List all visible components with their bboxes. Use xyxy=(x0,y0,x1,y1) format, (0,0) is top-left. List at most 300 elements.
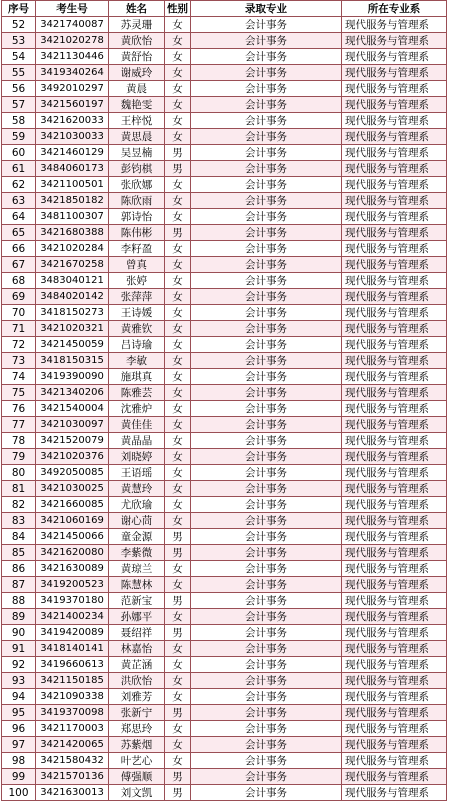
cell-major: 会计事务 xyxy=(191,433,342,449)
cell-name: 魏艳雯 xyxy=(109,97,165,113)
cell-name: 陈慧林 xyxy=(109,577,165,593)
cell-exam-number: 3421670258 xyxy=(36,257,109,273)
cell-name: 叶艺心 xyxy=(109,753,165,769)
cell-exam-number: 3484020142 xyxy=(36,289,109,305)
cell-exam-number: 3421620080 xyxy=(36,545,109,561)
cell-name: 李敏 xyxy=(109,353,165,369)
table-row xyxy=(2,593,447,609)
cell-gender: 女 xyxy=(165,513,191,529)
table-row xyxy=(2,561,447,577)
cell-major: 会计事务 xyxy=(191,225,342,241)
cell-exam-number: 3418140141 xyxy=(36,641,109,657)
cell-gender: 女 xyxy=(165,641,191,657)
cell-name: 黄欣怡 xyxy=(109,33,165,49)
cell-gender: 男 xyxy=(165,545,191,561)
cell-gender: 女 xyxy=(165,737,191,753)
cell-department: 现代服务与管理系 xyxy=(342,145,447,161)
cell-index: 65 xyxy=(2,225,36,241)
cell-index: 72 xyxy=(2,337,36,353)
cell-major: 会计事务 xyxy=(191,497,342,513)
table-row xyxy=(2,97,447,113)
cell-name: 黄雅钦 xyxy=(109,321,165,337)
table-row xyxy=(2,17,447,33)
cell-department: 现代服务与管理系 xyxy=(342,177,447,193)
table-row xyxy=(2,753,447,769)
table-row xyxy=(2,513,447,529)
table-row xyxy=(2,689,447,705)
cell-exam-number: 3421450066 xyxy=(36,529,109,545)
cell-department: 现代服务与管理系 xyxy=(342,465,447,481)
table-row xyxy=(2,209,447,225)
cell-exam-number: 3421020284 xyxy=(36,241,109,257)
cell-name: 李籽盈 xyxy=(109,241,165,257)
cell-department: 现代服务与管理系 xyxy=(342,353,447,369)
cell-department: 现代服务与管理系 xyxy=(342,369,447,385)
table-row xyxy=(2,273,447,289)
cell-major: 会计事务 xyxy=(191,513,342,529)
cell-name: 范新宝 xyxy=(109,593,165,609)
cell-name: 尤欣瑜 xyxy=(109,497,165,513)
table-row xyxy=(2,81,447,97)
cell-name: 张婷 xyxy=(109,273,165,289)
cell-index: 83 xyxy=(2,513,36,529)
cell-name: 郭诗怡 xyxy=(109,209,165,225)
cell-gender: 女 xyxy=(165,561,191,577)
cell-gender: 女 xyxy=(165,449,191,465)
cell-department: 现代服务与管理系 xyxy=(342,209,447,225)
table-row xyxy=(2,705,447,721)
cell-exam-number: 3421100501 xyxy=(36,177,109,193)
cell-name: 黄舒怡 xyxy=(109,49,165,65)
cell-index: 81 xyxy=(2,481,36,497)
cell-name: 苏紫烟 xyxy=(109,737,165,753)
header-name: 姓名 xyxy=(109,1,165,17)
cell-name: 刘文凯 xyxy=(109,785,165,801)
cell-gender: 女 xyxy=(165,209,191,225)
table-row xyxy=(2,481,447,497)
cell-gender: 男 xyxy=(165,769,191,785)
cell-exam-number: 3481100307 xyxy=(36,209,109,225)
cell-exam-number: 3421090338 xyxy=(36,689,109,705)
cell-index: 55 xyxy=(2,65,36,81)
cell-index: 99 xyxy=(2,769,36,785)
cell-major: 会计事务 xyxy=(191,289,342,305)
cell-gender: 女 xyxy=(165,609,191,625)
cell-index: 97 xyxy=(2,737,36,753)
cell-gender: 女 xyxy=(165,337,191,353)
cell-department: 现代服务与管理系 xyxy=(342,433,447,449)
header-gender: 性别 xyxy=(165,1,191,17)
cell-gender: 女 xyxy=(165,353,191,369)
cell-department: 现代服务与管理系 xyxy=(342,721,447,737)
cell-gender: 女 xyxy=(165,417,191,433)
table-row xyxy=(2,129,447,145)
table-row xyxy=(2,177,447,193)
cell-major: 会计事务 xyxy=(191,241,342,257)
cell-index: 93 xyxy=(2,673,36,689)
table-row xyxy=(2,721,447,737)
cell-name: 谢威玲 xyxy=(109,65,165,81)
cell-index: 70 xyxy=(2,305,36,321)
cell-gender: 女 xyxy=(165,401,191,417)
cell-major: 会计事务 xyxy=(191,33,342,49)
cell-major: 会计事务 xyxy=(191,49,342,65)
cell-exam-number: 3421420065 xyxy=(36,737,109,753)
cell-major: 会计事务 xyxy=(191,65,342,81)
table-row xyxy=(2,193,447,209)
cell-exam-number: 3419200523 xyxy=(36,577,109,593)
cell-exam-number: 3419370098 xyxy=(36,705,109,721)
cell-exam-number: 3421630089 xyxy=(36,561,109,577)
cell-index: 86 xyxy=(2,561,36,577)
cell-department: 现代服务与管理系 xyxy=(342,65,447,81)
cell-name: 苏灵珊 xyxy=(109,17,165,33)
cell-index: 90 xyxy=(2,625,36,641)
cell-gender: 女 xyxy=(165,257,191,273)
cell-major: 会计事务 xyxy=(191,97,342,113)
cell-exam-number: 3421030025 xyxy=(36,481,109,497)
cell-department: 现代服务与管理系 xyxy=(342,481,447,497)
table-row xyxy=(2,641,447,657)
table-row xyxy=(2,33,447,49)
cell-name: 王梓悦 xyxy=(109,113,165,129)
cell-name: 张新宁 xyxy=(109,705,165,721)
cell-major: 会计事务 xyxy=(191,369,342,385)
cell-department: 现代服务与管理系 xyxy=(342,113,447,129)
cell-department: 现代服务与管理系 xyxy=(342,641,447,657)
cell-exam-number: 3421030033 xyxy=(36,129,109,145)
cell-gender: 男 xyxy=(165,161,191,177)
cell-gender: 女 xyxy=(165,305,191,321)
cell-name: 陈伟彬 xyxy=(109,225,165,241)
cell-name: 沈雅炉 xyxy=(109,401,165,417)
table-row xyxy=(2,49,447,65)
cell-exam-number: 3421680388 xyxy=(36,225,109,241)
header-index: 序号 xyxy=(2,1,36,17)
cell-major: 会计事务 xyxy=(191,81,342,97)
table-row xyxy=(2,385,447,401)
table-row xyxy=(2,161,447,177)
table-row xyxy=(2,657,447,673)
cell-name: 曾真 xyxy=(109,257,165,273)
cell-gender: 女 xyxy=(165,193,191,209)
cell-exam-number: 3421020376 xyxy=(36,449,109,465)
table-row xyxy=(2,769,447,785)
cell-name: 黄芷涵 xyxy=(109,657,165,673)
cell-major: 会计事务 xyxy=(191,641,342,657)
cell-exam-number: 3421030097 xyxy=(36,417,109,433)
cell-exam-number: 3421560197 xyxy=(36,97,109,113)
cell-exam-number: 3419660613 xyxy=(36,657,109,673)
cell-index: 71 xyxy=(2,321,36,337)
table-row xyxy=(2,113,447,129)
cell-major: 会计事务 xyxy=(191,689,342,705)
cell-major: 会计事务 xyxy=(191,161,342,177)
cell-exam-number: 3419340264 xyxy=(36,65,109,81)
cell-name: 童金源 xyxy=(109,529,165,545)
cell-gender: 男 xyxy=(165,593,191,609)
cell-department: 现代服务与管理系 xyxy=(342,17,447,33)
header-exam-number: 考生号 xyxy=(36,1,109,17)
table-row xyxy=(2,257,447,273)
cell-exam-number: 3421020278 xyxy=(36,33,109,49)
cell-department: 现代服务与管理系 xyxy=(342,289,447,305)
cell-major: 会计事务 xyxy=(191,705,342,721)
cell-major: 会计事务 xyxy=(191,625,342,641)
cell-major: 会计事务 xyxy=(191,17,342,33)
table-row xyxy=(2,577,447,593)
cell-index: 52 xyxy=(2,17,36,33)
cell-major: 会计事务 xyxy=(191,737,342,753)
cell-gender: 女 xyxy=(165,465,191,481)
cell-gender: 女 xyxy=(165,17,191,33)
cell-department: 现代服务与管理系 xyxy=(342,241,447,257)
cell-gender: 男 xyxy=(165,225,191,241)
cell-exam-number: 3484060173 xyxy=(36,161,109,177)
cell-gender: 男 xyxy=(165,785,191,801)
cell-name: 陈雅芸 xyxy=(109,385,165,401)
table-row xyxy=(2,65,447,81)
cell-department: 现代服务与管理系 xyxy=(342,625,447,641)
cell-index: 74 xyxy=(2,369,36,385)
cell-department: 现代服务与管理系 xyxy=(342,193,447,209)
cell-index: 59 xyxy=(2,129,36,145)
cell-gender: 女 xyxy=(165,433,191,449)
table-row xyxy=(2,529,447,545)
cell-major: 会计事务 xyxy=(191,769,342,785)
cell-gender: 男 xyxy=(165,145,191,161)
cell-exam-number: 3421540004 xyxy=(36,401,109,417)
cell-name: 黄佳佳 xyxy=(109,417,165,433)
cell-major: 会计事务 xyxy=(191,337,342,353)
admission-table xyxy=(1,0,447,801)
cell-gender: 女 xyxy=(165,113,191,129)
cell-gender: 女 xyxy=(165,65,191,81)
cell-exam-number: 3421170003 xyxy=(36,721,109,737)
cell-index: 61 xyxy=(2,161,36,177)
cell-exam-number: 3421450059 xyxy=(36,337,109,353)
cell-gender: 女 xyxy=(165,481,191,497)
cell-index: 80 xyxy=(2,465,36,481)
cell-department: 现代服务与管理系 xyxy=(342,609,447,625)
table-row xyxy=(2,465,447,481)
cell-exam-number: 3419390090 xyxy=(36,369,109,385)
table-row xyxy=(2,609,447,625)
cell-exam-number: 3421850182 xyxy=(36,193,109,209)
cell-gender: 女 xyxy=(165,689,191,705)
cell-exam-number: 3421740087 xyxy=(36,17,109,33)
cell-exam-number: 3421340206 xyxy=(36,385,109,401)
cell-index: 95 xyxy=(2,705,36,721)
cell-department: 现代服务与管理系 xyxy=(342,161,447,177)
cell-index: 67 xyxy=(2,257,36,273)
cell-exam-number: 3421630013 xyxy=(36,785,109,801)
cell-major: 会计事务 xyxy=(191,609,342,625)
cell-index: 76 xyxy=(2,401,36,417)
cell-major: 会计事务 xyxy=(191,273,342,289)
cell-major: 会计事务 xyxy=(191,177,342,193)
cell-index: 87 xyxy=(2,577,36,593)
cell-gender: 女 xyxy=(165,241,191,257)
cell-gender: 女 xyxy=(165,657,191,673)
cell-major: 会计事务 xyxy=(191,417,342,433)
header-department: 所在专业系 xyxy=(342,1,447,17)
cell-department: 现代服务与管理系 xyxy=(342,321,447,337)
cell-gender: 女 xyxy=(165,369,191,385)
table-row xyxy=(2,369,447,385)
cell-exam-number: 3421020321 xyxy=(36,321,109,337)
cell-name: 施琪真 xyxy=(109,369,165,385)
table-row xyxy=(2,785,447,801)
table-row xyxy=(2,625,447,641)
cell-department: 现代服务与管理系 xyxy=(342,689,447,705)
cell-exam-number: 3421400234 xyxy=(36,609,109,625)
cell-exam-number: 3421620033 xyxy=(36,113,109,129)
cell-name: 彭钧棋 xyxy=(109,161,165,177)
cell-index: 62 xyxy=(2,177,36,193)
cell-department: 现代服务与管理系 xyxy=(342,257,447,273)
cell-department: 现代服务与管理系 xyxy=(342,401,447,417)
cell-gender: 女 xyxy=(165,721,191,737)
cell-name: 黄思晨 xyxy=(109,129,165,145)
cell-major: 会计事务 xyxy=(191,721,342,737)
cell-index: 60 xyxy=(2,145,36,161)
header-row xyxy=(2,1,447,17)
cell-major: 会计事务 xyxy=(191,305,342,321)
cell-major: 会计事务 xyxy=(191,129,342,145)
cell-name: 黄晶晶 xyxy=(109,433,165,449)
cell-name: 郑思玲 xyxy=(109,721,165,737)
table-row xyxy=(2,449,447,465)
table-row xyxy=(2,225,447,241)
cell-index: 100 xyxy=(2,785,36,801)
cell-department: 现代服务与管理系 xyxy=(342,785,447,801)
cell-major: 会计事务 xyxy=(191,257,342,273)
cell-major: 会计事务 xyxy=(191,545,342,561)
cell-name: 陈欣雨 xyxy=(109,193,165,209)
cell-exam-number: 3421580432 xyxy=(36,753,109,769)
cell-department: 现代服务与管理系 xyxy=(342,225,447,241)
cell-name: 吴昱楠 xyxy=(109,145,165,161)
cell-department: 现代服务与管理系 xyxy=(342,705,447,721)
cell-index: 78 xyxy=(2,433,36,449)
cell-name: 刘晓婷 xyxy=(109,449,165,465)
cell-gender: 女 xyxy=(165,673,191,689)
cell-major: 会计事务 xyxy=(191,321,342,337)
cell-department: 现代服务与管理系 xyxy=(342,449,447,465)
table-row xyxy=(2,145,447,161)
cell-name: 刘雅芳 xyxy=(109,689,165,705)
cell-exam-number: 3483040121 xyxy=(36,273,109,289)
cell-department: 现代服务与管理系 xyxy=(342,385,447,401)
table-row xyxy=(2,417,447,433)
cell-name: 洪欣怡 xyxy=(109,673,165,689)
cell-name: 黄晨 xyxy=(109,81,165,97)
table-row xyxy=(2,337,447,353)
cell-index: 69 xyxy=(2,289,36,305)
cell-exam-number: 3421130446 xyxy=(36,49,109,65)
cell-index: 75 xyxy=(2,385,36,401)
cell-exam-number: 3421060169 xyxy=(36,513,109,529)
cell-index: 66 xyxy=(2,241,36,257)
cell-exam-number: 3421520079 xyxy=(36,433,109,449)
cell-name: 吕诗瑜 xyxy=(109,337,165,353)
cell-major: 会计事务 xyxy=(191,449,342,465)
cell-department: 现代服务与管理系 xyxy=(342,97,447,113)
cell-major: 会计事务 xyxy=(191,673,342,689)
cell-major: 会计事务 xyxy=(191,577,342,593)
cell-department: 现代服务与管理系 xyxy=(342,305,447,321)
cell-index: 96 xyxy=(2,721,36,737)
table-row xyxy=(2,305,447,321)
cell-index: 56 xyxy=(2,81,36,97)
cell-gender: 女 xyxy=(165,321,191,337)
cell-major: 会计事务 xyxy=(191,385,342,401)
header-admitted-major: 录取专业 xyxy=(191,1,342,17)
cell-index: 77 xyxy=(2,417,36,433)
cell-name: 聂绍祥 xyxy=(109,625,165,641)
cell-name: 王诗媛 xyxy=(109,305,165,321)
cell-department: 现代服务与管理系 xyxy=(342,513,447,529)
cell-exam-number: 3492050085 xyxy=(36,465,109,481)
cell-exam-number: 3419420089 xyxy=(36,625,109,641)
cell-department: 现代服务与管理系 xyxy=(342,33,447,49)
cell-major: 会计事务 xyxy=(191,193,342,209)
cell-gender: 女 xyxy=(165,497,191,513)
cell-gender: 女 xyxy=(165,49,191,65)
cell-major: 会计事务 xyxy=(191,785,342,801)
cell-gender: 女 xyxy=(165,577,191,593)
cell-index: 98 xyxy=(2,753,36,769)
table-row xyxy=(2,545,447,561)
cell-gender: 女 xyxy=(165,129,191,145)
cell-department: 现代服务与管理系 xyxy=(342,417,447,433)
cell-department: 现代服务与管理系 xyxy=(342,273,447,289)
cell-department: 现代服务与管理系 xyxy=(342,49,447,65)
cell-index: 84 xyxy=(2,529,36,545)
table-row xyxy=(2,401,447,417)
cell-gender: 男 xyxy=(165,705,191,721)
cell-major: 会计事务 xyxy=(191,353,342,369)
cell-major: 会计事务 xyxy=(191,465,342,481)
cell-department: 现代服务与管理系 xyxy=(342,81,447,97)
cell-exam-number: 3492010297 xyxy=(36,81,109,97)
cell-gender: 女 xyxy=(165,177,191,193)
cell-major: 会计事务 xyxy=(191,593,342,609)
cell-major: 会计事务 xyxy=(191,753,342,769)
cell-department: 现代服务与管理系 xyxy=(342,737,447,753)
cell-index: 68 xyxy=(2,273,36,289)
cell-department: 现代服务与管理系 xyxy=(342,129,447,145)
cell-exam-number: 3418150315 xyxy=(36,353,109,369)
cell-gender: 女 xyxy=(165,385,191,401)
cell-name: 黄琼兰 xyxy=(109,561,165,577)
cell-name: 傅强顺 xyxy=(109,769,165,785)
cell-exam-number: 3421460129 xyxy=(36,145,109,161)
cell-index: 73 xyxy=(2,353,36,369)
cell-gender: 女 xyxy=(165,81,191,97)
cell-exam-number: 3421570136 xyxy=(36,769,109,785)
cell-department: 现代服务与管理系 xyxy=(342,337,447,353)
cell-gender: 男 xyxy=(165,529,191,545)
cell-department: 现代服务与管理系 xyxy=(342,561,447,577)
table-body xyxy=(2,17,447,801)
table-row xyxy=(2,321,447,337)
cell-major: 会计事务 xyxy=(191,145,342,161)
cell-gender: 男 xyxy=(165,625,191,641)
cell-name: 谢心茼 xyxy=(109,513,165,529)
cell-department: 现代服务与管理系 xyxy=(342,593,447,609)
